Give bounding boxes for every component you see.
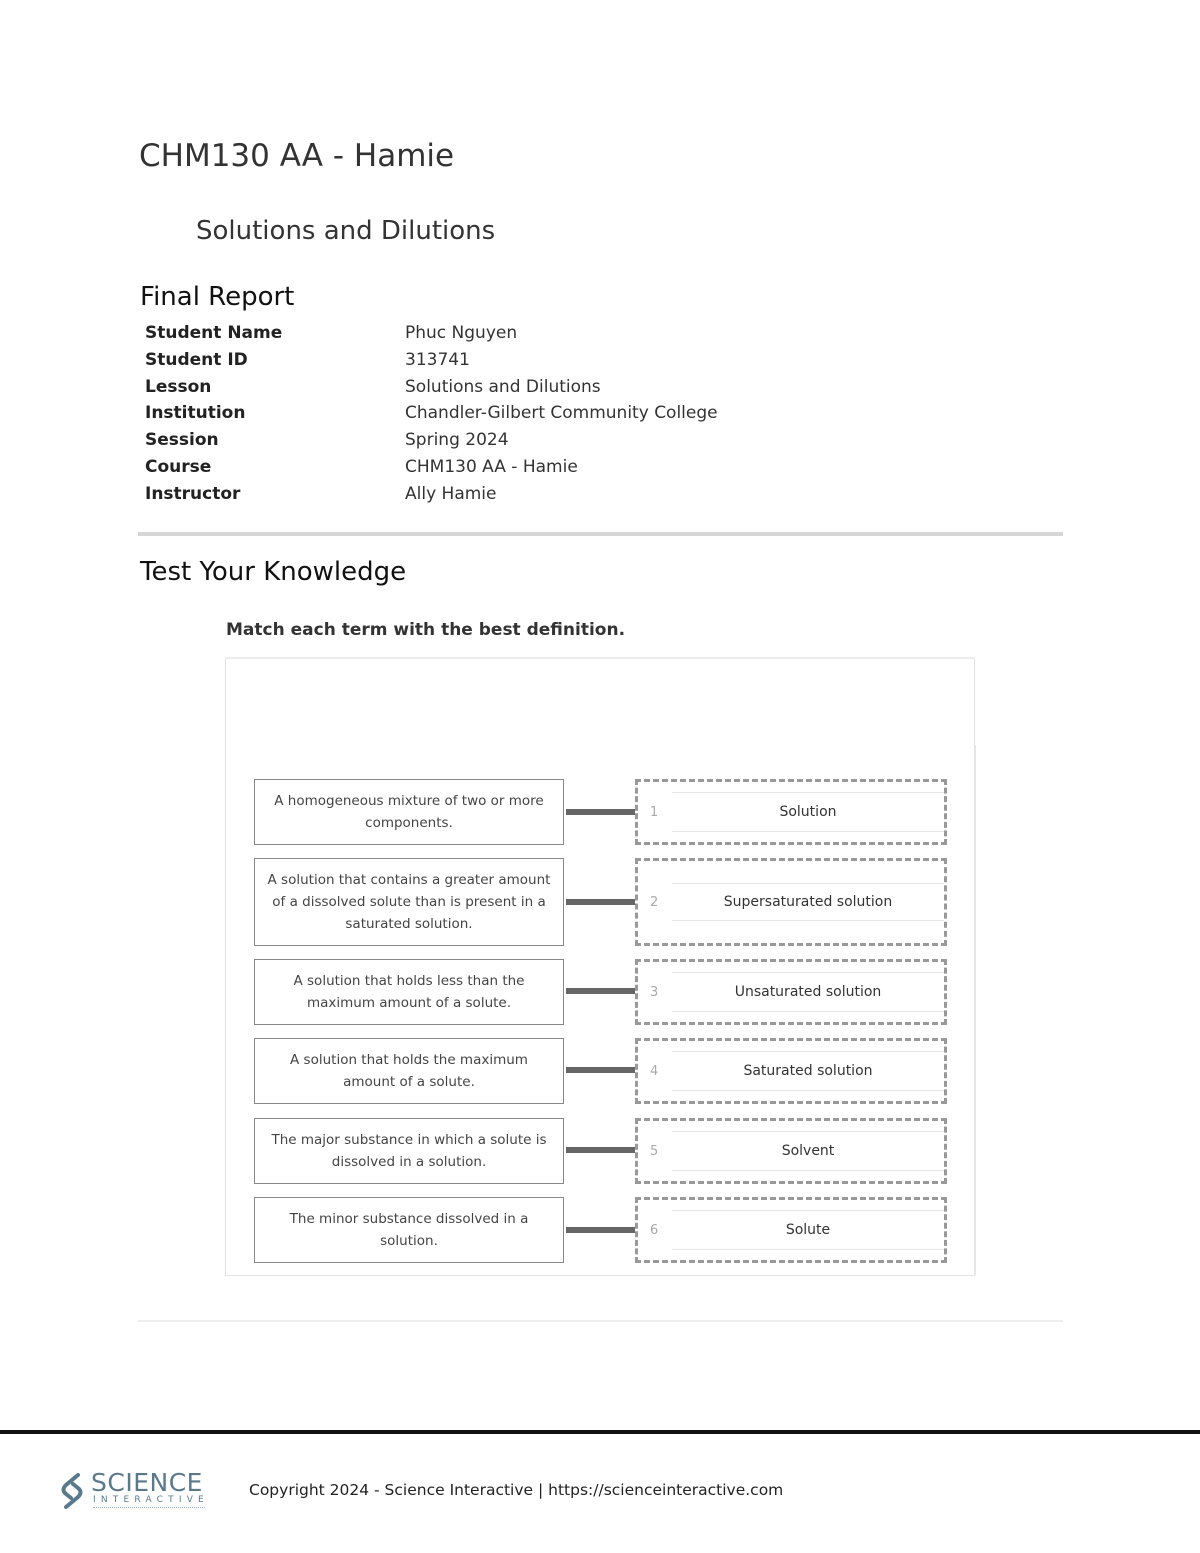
definition-box[interactable]: A homogeneous mixture of two or more components.: [254, 779, 564, 845]
quiz-heading: Test Your Knowledge: [140, 557, 407, 587]
info-value: Chandler-Gilbert Community College: [405, 403, 718, 424]
term-number: 2: [650, 894, 659, 910]
info-row: [145, 322, 718, 349]
logo-wordmark: SCIENCE: [91, 1468, 203, 1497]
info-label: Student Name: [145, 323, 283, 343]
match-connector: [566, 899, 636, 905]
term-label: Solution: [672, 792, 944, 832]
term-number: 3: [650, 984, 659, 1000]
info-label: Student ID: [145, 349, 248, 370]
course-title: CHM130 AA - Hamie: [139, 138, 455, 174]
match-connector: [566, 1067, 636, 1073]
info-label: Session: [145, 430, 219, 451]
definition-box[interactable]: The minor substance dissolved in a solution.: [254, 1197, 564, 1263]
report-heading: Final Report: [140, 282, 295, 312]
info-row: [145, 483, 718, 510]
term-label: Unsaturated solution: [672, 972, 944, 1012]
section-divider: [138, 532, 1063, 536]
footer-divider: [0, 1430, 1200, 1434]
term-drop-zone[interactable]: [635, 779, 947, 845]
info-value: Phuc Nguyen: [405, 323, 518, 343]
definition-box[interactable]: A solution that holds the maximum amount of a solute.: [254, 1038, 564, 1104]
science-interactive-logo-icon: [58, 1472, 86, 1510]
info-row: [145, 429, 718, 456]
term-label: Supersaturated solution: [672, 883, 944, 921]
info-label: Course: [145, 456, 212, 477]
term-drop-zone[interactable]: [635, 959, 947, 1025]
match-connector: [566, 988, 636, 994]
info-label: Instructor: [145, 483, 241, 504]
info-value: Solutions and Dilutions: [405, 376, 601, 397]
info-row: [145, 349, 718, 376]
logo-tagline-mark: [93, 1507, 205, 1511]
definition-box[interactable]: A solution that contains a greater amount of a dissolved solute than is present in a saturated solution.: [254, 858, 564, 946]
info-row: [145, 376, 718, 403]
term-number: 1: [650, 804, 659, 820]
term-label: Solvent: [672, 1131, 944, 1171]
term-number: 6: [650, 1222, 659, 1238]
match-connector: [566, 809, 636, 815]
panel-divider: [974, 745, 976, 1275]
definition-box[interactable]: The major substance in which a solute is dissolved in a solution.: [254, 1118, 564, 1184]
info-label: Institution: [145, 403, 246, 424]
match-connector: [566, 1147, 636, 1153]
term-drop-zone[interactable]: [635, 1197, 947, 1263]
logo-subtitle: INTERACTIVE: [93, 1495, 209, 1505]
lesson-title: Solutions and Dilutions: [196, 216, 496, 246]
term-label: Saturated solution: [672, 1051, 944, 1091]
term-drop-zone[interactable]: [635, 1038, 947, 1104]
science-interactive-logo: [58, 1470, 208, 1514]
info-value: Ally Hamie: [405, 483, 497, 504]
info-value: CHM130 AA - Hamie: [405, 456, 578, 477]
footer-copyright: Copyright 2024 - Science Interactive | https://scienceinteractive.com: [249, 1481, 784, 1499]
quiz-instruction: Match each term with the best definition.: [226, 620, 626, 640]
term-number: 4: [650, 1063, 659, 1079]
info-row: [145, 456, 718, 483]
match-connector: [566, 1227, 636, 1233]
section-divider: [138, 1320, 1063, 1322]
term-number: 5: [650, 1143, 659, 1159]
term-drop-zone[interactable]: [635, 858, 947, 946]
info-value: Spring 2024: [405, 430, 509, 451]
info-value: 313741: [405, 349, 470, 370]
student-info-table: [145, 322, 718, 510]
term-drop-zone[interactable]: [635, 1118, 947, 1184]
info-label: Lesson: [145, 376, 212, 397]
term-label: Solute: [672, 1210, 944, 1250]
definition-box[interactable]: A solution that holds less than the maximum amount of a solute.: [254, 959, 564, 1025]
info-row: [145, 402, 718, 429]
